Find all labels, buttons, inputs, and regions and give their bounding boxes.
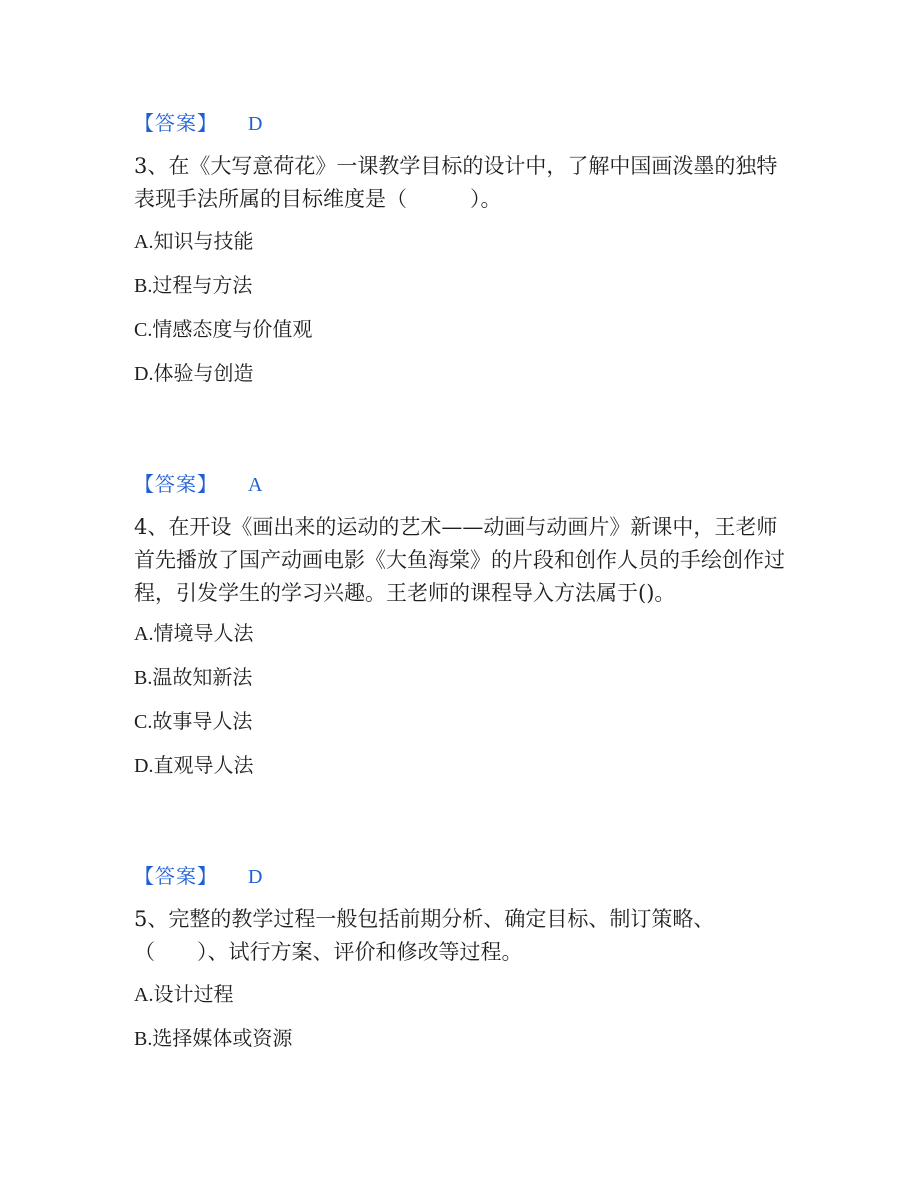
question-4-option-c <box>134 707 252 736</box>
question-4-option-b <box>134 663 252 692</box>
question-4-option-d <box>134 751 253 780</box>
answer-line <box>134 109 262 137</box>
answer-label: 【答案】 <box>134 111 218 135</box>
option-text: 体验与创造 <box>153 361 254 385</box>
option-text: 设计过程 <box>153 982 234 1006</box>
option-text: 情境导人法 <box>153 621 254 645</box>
question-3: 3、在《大写意荷花》一课教学目标的设计中，了解中国画泼墨的独特表现手法所属的目标维度是（ ）。 <box>134 154 778 211</box>
answer-value: D <box>248 113 263 135</box>
option-letter: D. <box>134 755 154 777</box>
question-5-option-b <box>134 1024 292 1053</box>
answer-line <box>134 470 262 498</box>
option-letter: C. <box>134 711 153 733</box>
option-letter: A. <box>134 984 154 1006</box>
option-text: 选择媒体或资源 <box>152 1026 293 1050</box>
option-text: 情感态度与价值观 <box>152 317 313 341</box>
option-text: 过程与方法 <box>152 273 253 297</box>
option-letter: D. <box>134 363 154 385</box>
question-3-option-b <box>134 271 252 300</box>
answer-value: A <box>248 474 263 496</box>
option-text: 故事导人法 <box>152 709 253 733</box>
question-5-option-a <box>134 980 233 1009</box>
question-4-option-a <box>134 619 253 648</box>
answer-label: 【答案】 <box>134 864 218 888</box>
question-4: 4、在开设《画出来的运动的艺术——动画与动画片》新课中，王老师首先播放了国产动画电影《大鱼海棠》的片段和创作人员的手绘创作过程，引发学生的学习兴趣。王老师的课程导入方法属于()。 <box>134 515 785 605</box>
option-letter: B. <box>134 275 153 297</box>
question-3-option-c <box>134 315 312 344</box>
option-text: 知识与技能 <box>153 229 254 253</box>
option-letter: A. <box>134 623 154 645</box>
option-letter: B. <box>134 1028 153 1050</box>
answer-label: 【答案】 <box>134 472 218 496</box>
option-letter: A. <box>134 231 154 253</box>
question-5: 5、完整的教学过程一般包括前期分析、确定目标、制订策略、（ ）、试行方案、评价和修改等过程。 <box>134 907 715 964</box>
question-3-option-a <box>134 227 253 256</box>
option-letter: C. <box>134 319 153 341</box>
question-3-option-d <box>134 359 253 388</box>
answer-line <box>134 862 262 890</box>
answer-value: D <box>248 866 263 888</box>
option-text: 直观导人法 <box>153 753 254 777</box>
option-text: 温故知新法 <box>152 665 253 689</box>
option-letter: B. <box>134 667 153 689</box>
